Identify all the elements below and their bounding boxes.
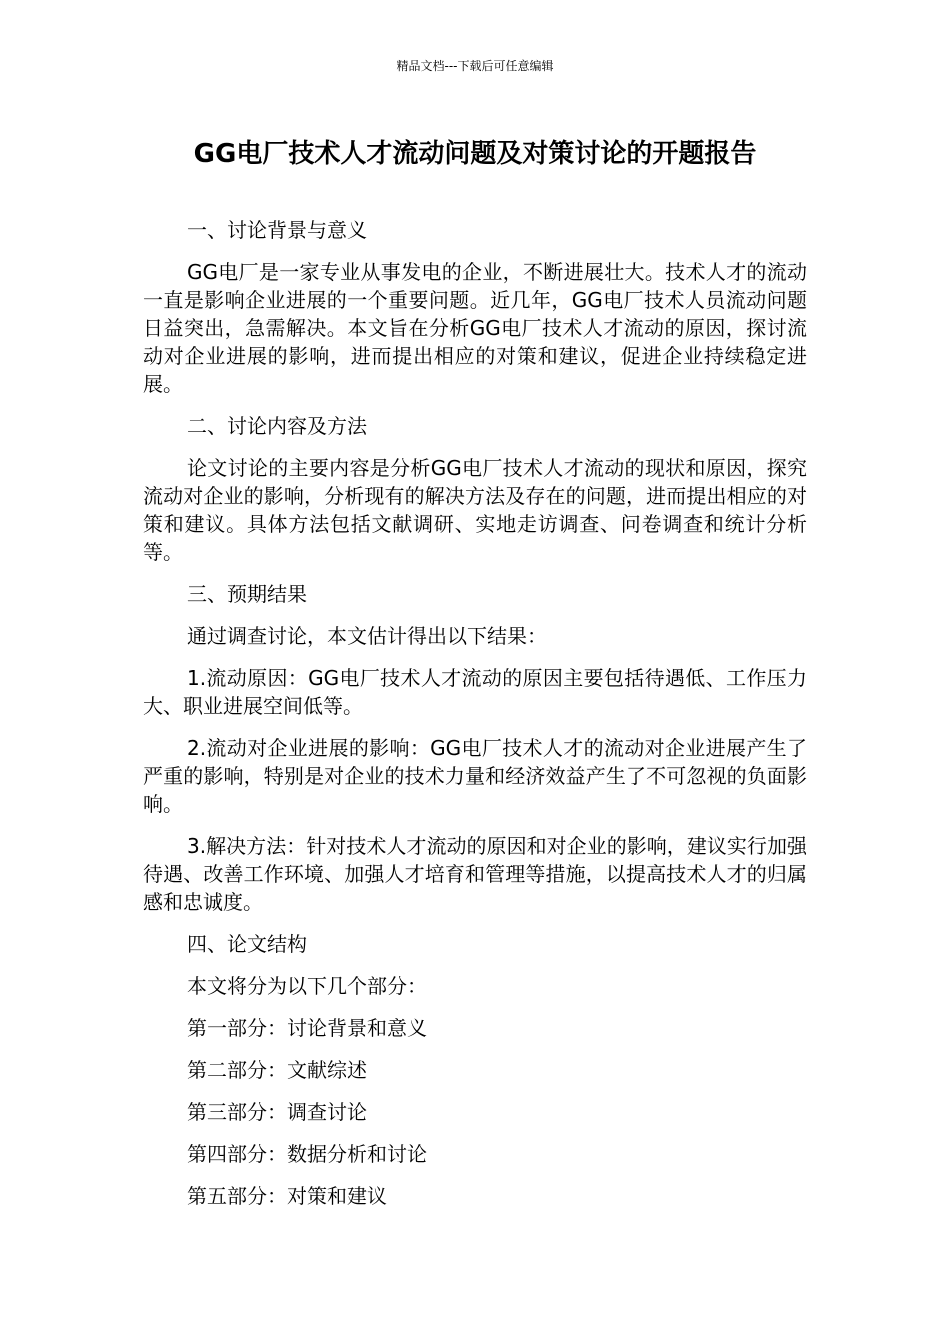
document-body bbox=[143, 216, 807, 1224]
result-item-1: 1.流动原因：GG电厂技术人才流动的原因主要包括待遇低、工作压力大、职业进展空间低等。 bbox=[143, 666, 807, 718]
structure-part-1: 第一部分：讨论背景和意义 bbox=[187, 1016, 427, 1040]
paragraph-results-intro: 通过调查讨论，本文估计得出以下结果： bbox=[187, 624, 547, 648]
structure-part-2: 第二部分：文献综述 bbox=[187, 1058, 367, 1082]
paragraph-background: GG电厂是一家专业从事发电的企业，不断进展壮大。技术人才的流动一直是影响企业进展的一个重要问题。近几年，GG电厂技术人员流动问题日益突出，急需解决。本文旨在分析GG电厂技术人才流动的原因，探讨流动对企业进展的影响，进而提出相应的对策和建议，促进企业持续稳定进展。 bbox=[143, 260, 807, 396]
section-heading-structure: 四、论文结构 bbox=[187, 932, 307, 956]
structure-part-5: 第五部分：对策和建议 bbox=[187, 1184, 387, 1208]
section-heading-expected-results: 三、预期结果 bbox=[187, 582, 307, 606]
paragraph-structure-intro: 本文将分为以下几个部分： bbox=[187, 974, 427, 998]
paragraph-content-method: 论文讨论的主要内容是分析GG电厂技术人才流动的现状和原因，探究流动对企业的影响，分析现有的解决方法及存在的问题，进而提出相应的对策和建议。具体方法包括文献调研、实地走访调查、问卷调查和统计分析等。 bbox=[143, 456, 807, 564]
result-item-2: 2.流动对企业进展的影响：GG电厂技术人才的流动对企业进展产生了严重的影响，特别是对企业的技术力量和经济效益产生了不可忽视的负面影响。 bbox=[143, 736, 807, 816]
section-heading-content-method: 二、讨论内容及方法 bbox=[187, 414, 367, 438]
section-heading-background: 一、讨论背景与意义 bbox=[187, 218, 367, 242]
result-item-3: 3.解决方法：针对技术人才流动的原因和对企业的影响，建议实行加强待遇、改善工作环境、加强人才培育和管理等措施，以提高技术人才的归属感和忠诚度。 bbox=[143, 834, 807, 914]
document-title: GG电厂技术人才流动问题及对策讨论的开题报告 bbox=[193, 139, 757, 169]
structure-part-4: 第四部分：数据分析和讨论 bbox=[187, 1142, 427, 1166]
structure-part-3: 第三部分：调查讨论 bbox=[187, 1100, 367, 1124]
header-note: 精品文档---下载后可任意编辑 bbox=[396, 59, 554, 73]
